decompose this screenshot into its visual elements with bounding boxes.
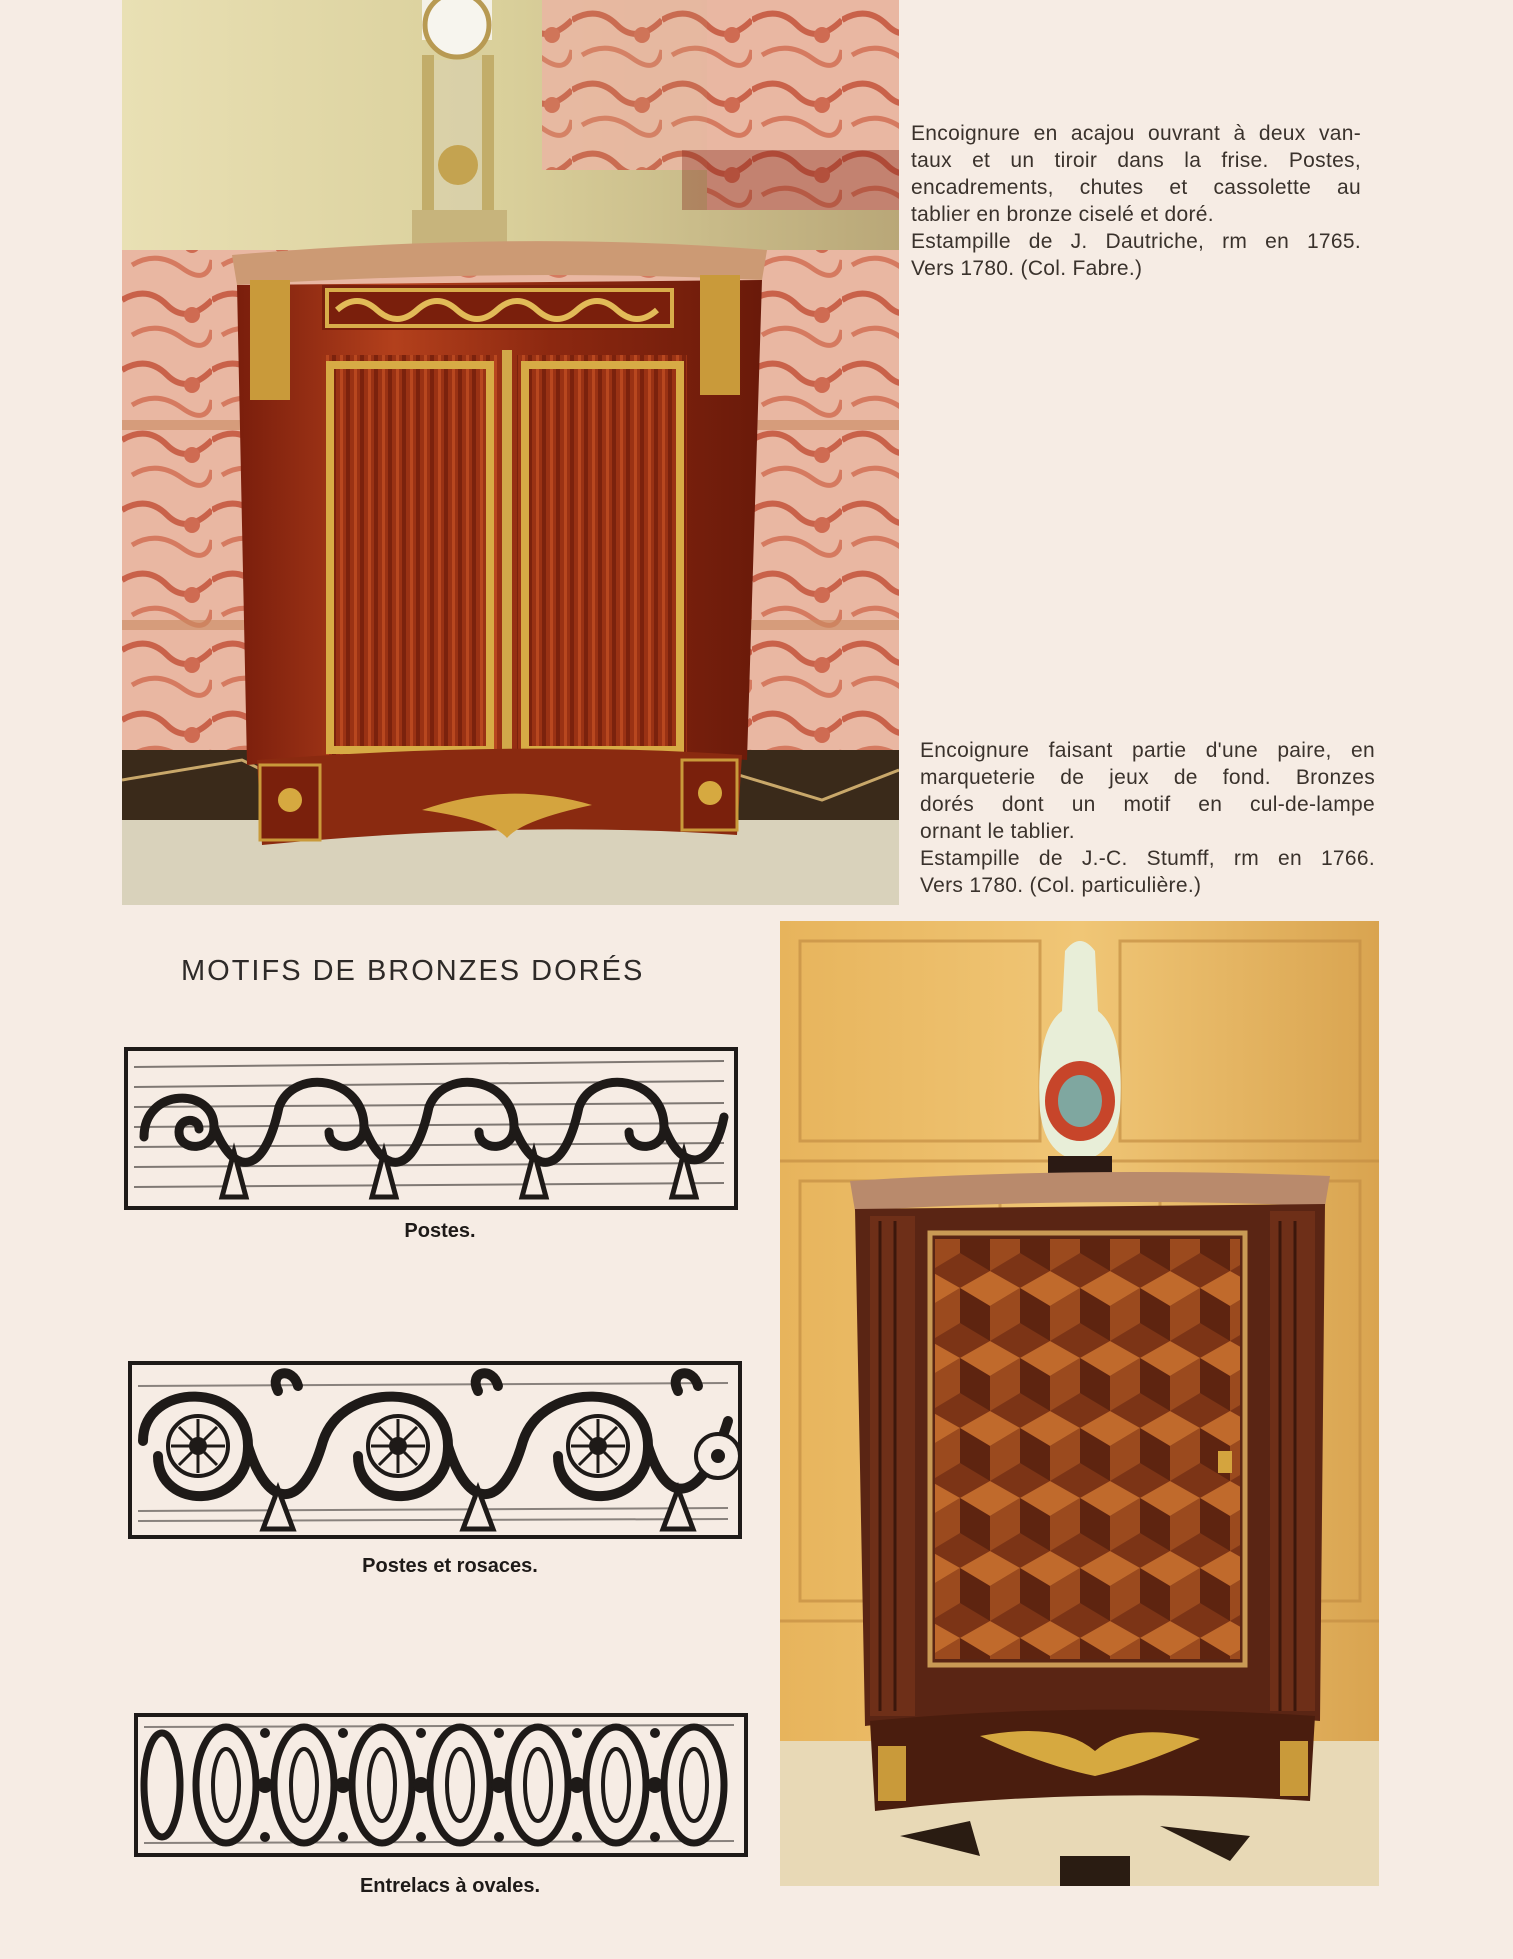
motif-label-entrelacs-ovales: Entrelacs à ovales. [359,1875,541,1897]
motif-label-postes-rosaces: Postes et rosaces. [362,1555,538,1577]
caption-marquetry-cabinet [920,737,1375,899]
scroll-rosette-frieze-icon [128,1361,742,1539]
caption-line: Vers 1780. (Col. particulière.) [920,874,1202,897]
interlaced-ovals-frieze-icon [134,1713,748,1857]
caption-line: tablier en bronze ciselé et doré. [911,203,1214,226]
caption-line: ornant le tablier. [920,820,1075,843]
photo-marquetry-corner-cabinet [780,921,1379,1886]
scroll-wave-frieze-icon [124,1047,738,1210]
caption-line: Vers 1780. (Col. Fabre.) [911,257,1143,280]
caption-line: dorés dont un motif en cul-de-lampe [920,793,1375,816]
section-heading: MOTIFS DE BRONZES DORÉS [181,955,645,987]
caption-line: marqueterie de jeux de fond. Bronzes [920,766,1375,789]
caption-line: Encoignure faisant partie d'une paire, en [920,739,1375,762]
caption-line: Encoignure en acajou ouvrant à deux van- [911,122,1361,145]
caption-mahogany-cabinet [911,120,1361,282]
caption-line: encadrements, chutes et cassolette au [911,176,1361,199]
motif-label-postes: Postes. [404,1220,476,1242]
caption-line: Estampille de J. Dautriche, rm en 1765. [911,230,1361,253]
caption-line: Estampille de J.-C. Stumff, rm en 1766. [920,847,1375,870]
caption-line: taux et un tiroir dans la frise. Postes, [911,149,1361,172]
photo-mahogany-corner-cabinet [122,0,899,905]
